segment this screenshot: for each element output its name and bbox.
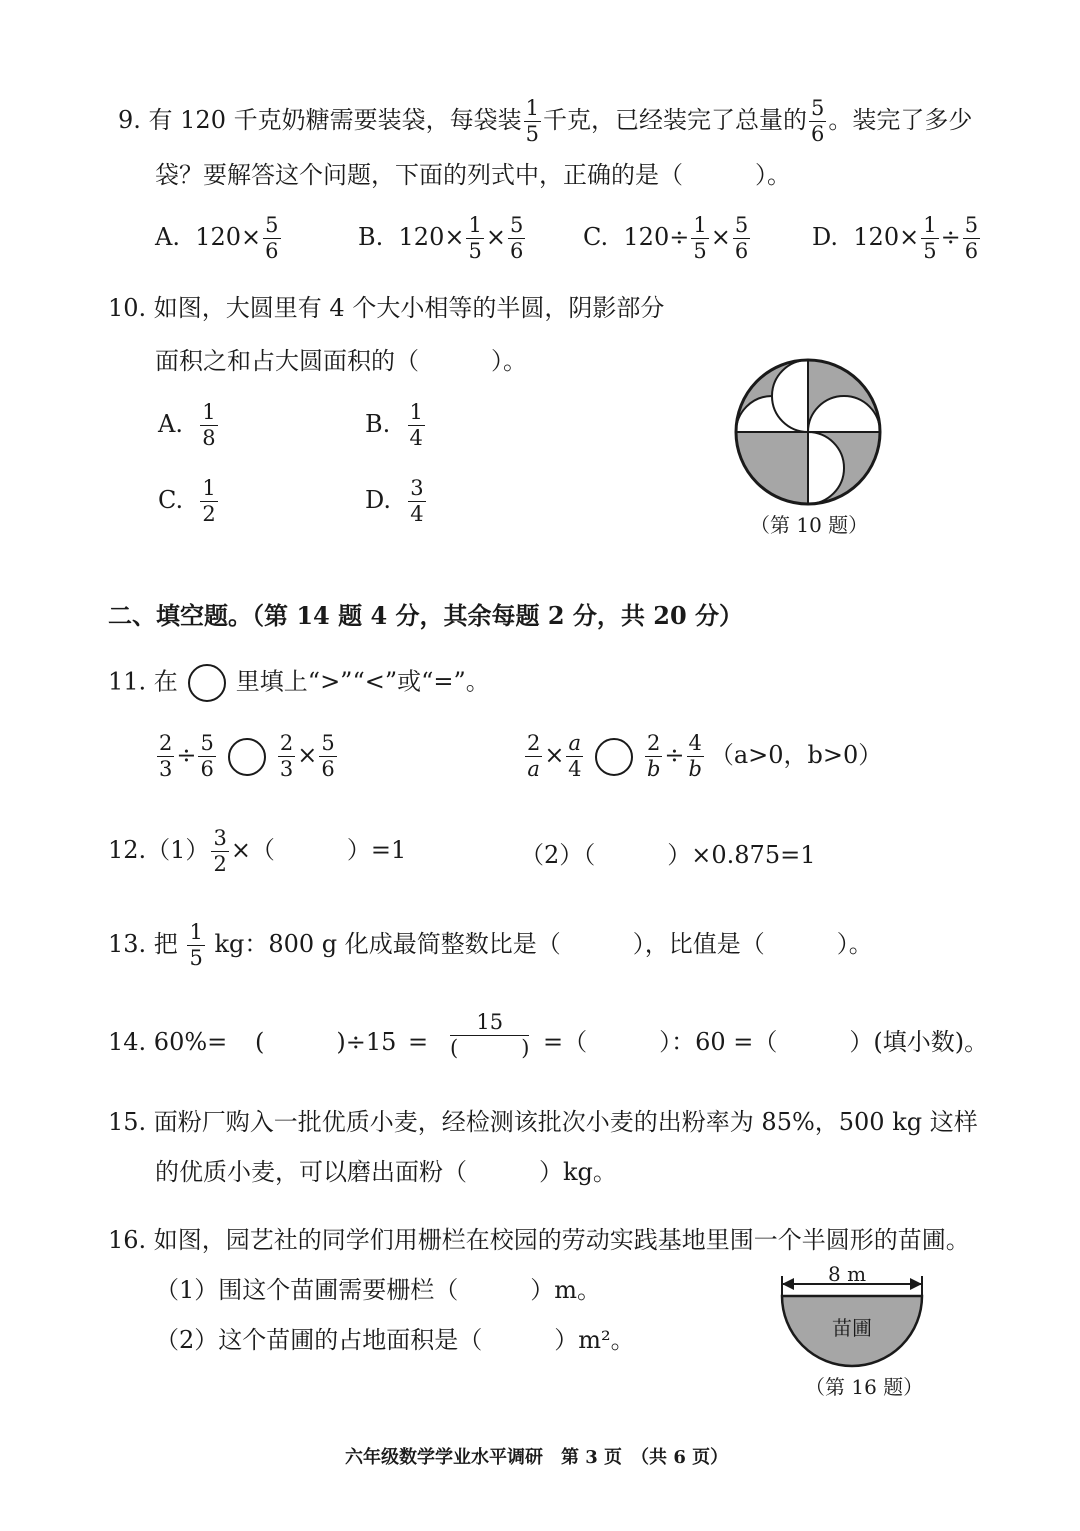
- q9-line2: 袋？要解答这个问题，下面的列式中，正确的是（ ）。: [155, 161, 791, 189]
- q14-c: =: [408, 1028, 429, 1056]
- q10-option-b: B. $\frac{1}{4}$: [365, 400, 423, 450]
- q14-d: =（ ）：60 =（ ）(填小数)。: [543, 1028, 989, 1056]
- q10-caption: （第 10 题）: [750, 513, 869, 537]
- q11-right-compare: $\frac{2}{a}$ × $\frac{a}{4}$ $\frac{2}{b}$ ÷ $\frac{4}{b}$ （a>0，b>0）: [527, 731, 883, 781]
- q16-caption: （第 16 题）: [805, 1375, 924, 1399]
- q13: 13. 把 $\frac{1}{5}$ kg：800 g 化成最简整数比是（ ），比值是（ ）。: [108, 920, 873, 970]
- q9-option-c: C. 120÷ $\frac{1}{5}$ × $\frac{5}{6}$: [583, 213, 749, 263]
- q16-line1: 16. 如图，园艺社的同学们用栅栏在校园的劳动实践基地里围一个半圆形的苗圃。: [108, 1226, 970, 1254]
- q9-option-b: B. 120× $\frac{1}{5}$ × $\frac{5}{6}$: [358, 213, 524, 263]
- q9-option-d: D. 120× $\frac{1}{5}$ ÷ $\frac{5}{6}$: [812, 213, 979, 263]
- q16-dimension-label: 8 m: [828, 1262, 867, 1286]
- q16-sub2: （2）这个苗圃的占地面积是（ ）m²。: [155, 1326, 635, 1354]
- q16-sub1: （1）围这个苗圃需要栅栏（ ）m。: [155, 1276, 602, 1304]
- q12-part1: 12.（1） $\frac{3}{2}$ ×（ ）=1: [108, 826, 407, 876]
- q10-option-a: A. $\frac{1}{8}$: [158, 400, 216, 450]
- answer-circle[interactable]: [228, 738, 266, 776]
- q11-left-compare: $\frac{2}{3}$ ÷ $\frac{5}{6}$ $\frac{2}{3}$ × $\frac{5}{6}$: [159, 731, 335, 781]
- q10-option-d: D. $\frac{3}{4}$: [365, 476, 424, 526]
- q15-line1: 15. 面粉厂购入一批优质小麦，经检测该批次小麦的出粉率为 85%，500 kg 这样: [108, 1108, 978, 1136]
- q14-fraction: $\frac{15}{( )}$: [450, 1010, 530, 1060]
- q12-part2: （2）（ ）×0.875=1: [520, 841, 816, 869]
- q10-line2: 面积之和占大圆面积的（ ）。: [155, 347, 527, 375]
- q15-line2: 的优质小麦，可以磨出面粉（ ）kg。: [155, 1158, 617, 1186]
- q14-b: ( )÷15: [255, 1028, 397, 1056]
- q10-option-c: C. $\frac{1}{2}$: [158, 476, 216, 526]
- fraction: $\frac{1}{5}$: [525, 96, 539, 146]
- page-footer: 六年级数学学业水平调研 第 3 页 （共 6 页）: [345, 1447, 729, 1468]
- fraction: $\frac{5}{6}$: [810, 96, 825, 146]
- section2-title: 二、填空题。（第 14 题 4 分，其余每题 2 分，共 20 分）: [108, 601, 744, 630]
- q14-a: 14. 60%=: [108, 1028, 228, 1056]
- q9-option-a: A. 120× $\frac{5}{6}$: [155, 213, 279, 263]
- q11-instruction: 11. 在 里填上“>”“<”或“=”。: [108, 664, 490, 702]
- q9-line1: 9. 有 120 千克奶糖需要装袋，每袋装 $\frac{1}{5}$ 千克，已经装完了总量的 $\frac{5}{6}$ 。装完了多少: [118, 96, 973, 146]
- answer-circle[interactable]: [595, 738, 633, 776]
- q10-circle-figure: [728, 352, 888, 512]
- q16-nursery-label: 苗圃: [832, 1316, 872, 1340]
- q10-line1: 10. 如图，大圆里有 4 个大小相等的半圆，阴影部分: [108, 294, 665, 322]
- answer-circle: [188, 664, 226, 702]
